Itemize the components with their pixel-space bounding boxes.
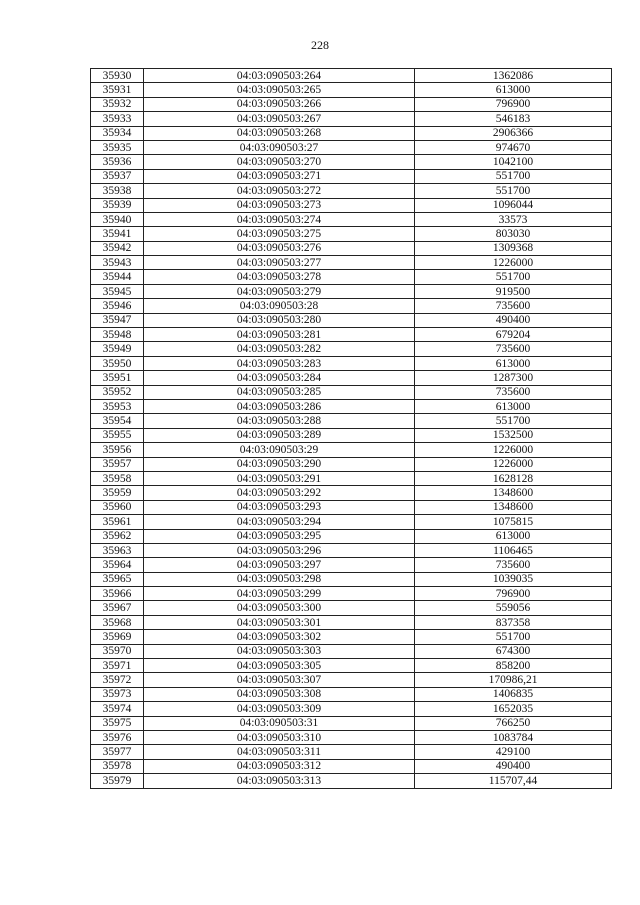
table-row [91,471,612,485]
row-number-cell: 35958 [91,471,144,485]
row-number-cell: 35976 [91,730,144,744]
value-cell: 679204 [415,328,612,342]
cadastral-number-cell: 04:03:090503:312 [144,759,415,773]
value-cell: 613000 [415,399,612,413]
table-row [91,198,612,212]
table-row [91,140,612,154]
row-number-cell: 35963 [91,543,144,557]
table-body [91,69,612,789]
cadastral-number-cell: 04:03:090503:282 [144,342,415,356]
value-cell: 1039035 [415,572,612,586]
value-cell: 115707,44 [415,774,612,788]
value-cell: 735600 [415,558,612,572]
value-cell: 170986,21 [415,673,612,687]
table-row [91,486,612,500]
table-row [91,184,612,198]
cadastral-number-cell: 04:03:090503:298 [144,572,415,586]
cadastral-number-cell: 04:03:090503:311 [144,745,415,759]
row-number-cell: 35940 [91,212,144,226]
row-number-cell: 35970 [91,644,144,658]
table-row [91,227,612,241]
cadastral-number-cell: 04:03:090503:289 [144,428,415,442]
value-cell: 919500 [415,284,612,298]
table-row [91,543,612,557]
value-cell: 837358 [415,615,612,629]
row-number-cell: 35959 [91,486,144,500]
value-cell: 551700 [415,184,612,198]
table-row [91,443,612,457]
cadastral-number-cell: 04:03:090503:29 [144,443,415,457]
row-number-cell: 35951 [91,371,144,385]
table-row [91,385,612,399]
cadastral-number-cell: 04:03:090503:284 [144,371,415,385]
cadastral-number-cell: 04:03:090503:268 [144,126,415,140]
value-cell: 796900 [415,587,612,601]
row-number-cell: 35974 [91,702,144,716]
row-number-cell: 35977 [91,745,144,759]
row-number-cell: 35965 [91,572,144,586]
row-number-cell: 35966 [91,587,144,601]
table-row [91,587,612,601]
table-row [91,428,612,442]
table-row [91,515,612,529]
cadastral-number-cell: 04:03:090503:273 [144,198,415,212]
table-row [91,97,612,111]
cadastral-number-cell: 04:03:090503:305 [144,659,415,673]
table-row [91,256,612,270]
row-number-cell: 35930 [91,69,144,83]
row-number-cell: 35947 [91,313,144,327]
value-cell: 803030 [415,227,612,241]
row-number-cell: 35956 [91,443,144,457]
table-row [91,155,612,169]
cadastral-number-cell: 04:03:090503:27 [144,140,415,154]
row-number-cell: 35972 [91,673,144,687]
table-row [91,500,612,514]
value-cell: 551700 [415,630,612,644]
cadastral-number-cell: 04:03:090503:270 [144,155,415,169]
table-row [91,673,612,687]
row-number-cell: 35957 [91,457,144,471]
cadastral-number-cell: 04:03:090503:286 [144,399,415,413]
cadastral-number-cell: 04:03:090503:294 [144,515,415,529]
table-row [91,414,612,428]
value-cell: 429100 [415,745,612,759]
table-row [91,212,612,226]
value-cell: 1309368 [415,241,612,255]
table-row [91,745,612,759]
table-row [91,630,612,644]
cadastral-number-cell: 04:03:090503:313 [144,774,415,788]
value-cell: 613000 [415,529,612,543]
value-cell: 766250 [415,716,612,730]
cadastral-number-cell: 04:03:090503:285 [144,385,415,399]
row-number-cell: 35978 [91,759,144,773]
value-cell: 2906366 [415,126,612,140]
cadastral-number-cell: 04:03:090503:272 [144,184,415,198]
cadastral-table [90,68,612,789]
row-number-cell: 35933 [91,112,144,126]
row-number-cell: 35973 [91,687,144,701]
table-row [91,759,612,773]
cadastral-number-cell: 04:03:090503:277 [144,256,415,270]
row-number-cell: 35932 [91,97,144,111]
value-cell: 490400 [415,313,612,327]
row-number-cell: 35944 [91,270,144,284]
cadastral-number-cell: 04:03:090503:293 [144,500,415,514]
table-row [91,774,612,788]
cadastral-number-cell: 04:03:090503:290 [144,457,415,471]
value-cell: 1226000 [415,443,612,457]
row-number-cell: 35941 [91,227,144,241]
table-row [91,169,612,183]
table-row [91,83,612,97]
cadastral-number-cell: 04:03:090503:307 [144,673,415,687]
cadastral-number-cell: 04:03:090503:302 [144,630,415,644]
cadastral-number-cell: 04:03:090503:299 [144,587,415,601]
cadastral-number-cell: 04:03:090503:303 [144,644,415,658]
cadastral-number-cell: 04:03:090503:281 [144,328,415,342]
value-cell: 735600 [415,299,612,313]
cadastral-number-cell: 04:03:090503:28 [144,299,415,313]
row-number-cell: 35955 [91,428,144,442]
table-row [91,371,612,385]
value-cell: 613000 [415,356,612,370]
value-cell: 33573 [415,212,612,226]
row-number-cell: 35939 [91,198,144,212]
row-number-cell: 35931 [91,83,144,97]
table-row [91,716,612,730]
value-cell: 490400 [415,759,612,773]
value-cell: 1106465 [415,543,612,557]
cadastral-number-cell: 04:03:090503:301 [144,615,415,629]
cadastral-number-cell: 04:03:090503:291 [144,471,415,485]
row-number-cell: 35950 [91,356,144,370]
table-row [91,356,612,370]
row-number-cell: 35952 [91,385,144,399]
row-number-cell: 35935 [91,140,144,154]
cadastral-number-cell: 04:03:090503:264 [144,69,415,83]
value-cell: 1628128 [415,471,612,485]
row-number-cell: 35954 [91,414,144,428]
cadastral-number-cell: 04:03:090503:31 [144,716,415,730]
row-number-cell: 35946 [91,299,144,313]
table-row [91,328,612,342]
row-number-cell: 35948 [91,328,144,342]
value-cell: 735600 [415,342,612,356]
table-row [91,601,612,615]
value-cell: 1532500 [415,428,612,442]
cadastral-number-cell: 04:03:090503:295 [144,529,415,543]
cadastral-table-container [90,68,611,789]
cadastral-number-cell: 04:03:090503:278 [144,270,415,284]
value-cell: 546183 [415,112,612,126]
value-cell: 1287300 [415,371,612,385]
value-cell: 1083784 [415,730,612,744]
value-cell: 1226000 [415,256,612,270]
value-cell: 1042100 [415,155,612,169]
value-cell: 1348600 [415,486,612,500]
row-number-cell: 35962 [91,529,144,543]
cadastral-number-cell: 04:03:090503:267 [144,112,415,126]
value-cell: 551700 [415,270,612,284]
table-row [91,126,612,140]
cadastral-number-cell: 04:03:090503:280 [144,313,415,327]
table-row [91,615,612,629]
table-row [91,112,612,126]
row-number-cell: 35975 [91,716,144,730]
value-cell: 974670 [415,140,612,154]
value-cell: 674300 [415,644,612,658]
table-row [91,313,612,327]
row-number-cell: 35937 [91,169,144,183]
cadastral-number-cell: 04:03:090503:296 [144,543,415,557]
value-cell: 613000 [415,83,612,97]
value-cell: 559056 [415,601,612,615]
cadastral-number-cell: 04:03:090503:310 [144,730,415,744]
cadastral-number-cell: 04:03:090503:275 [144,227,415,241]
table-row [91,299,612,313]
cadastral-number-cell: 04:03:090503:309 [144,702,415,716]
table-row [91,572,612,586]
table-row [91,69,612,83]
row-number-cell: 35936 [91,155,144,169]
value-cell: 1406835 [415,687,612,701]
row-number-cell: 35971 [91,659,144,673]
table-row [91,270,612,284]
table-row [91,284,612,298]
cadastral-number-cell: 04:03:090503:266 [144,97,415,111]
table-row [91,730,612,744]
cadastral-number-cell: 04:03:090503:283 [144,356,415,370]
cadastral-number-cell: 04:03:090503:265 [144,83,415,97]
row-number-cell: 35961 [91,515,144,529]
table-row [91,529,612,543]
cadastral-number-cell: 04:03:090503:274 [144,212,415,226]
row-number-cell: 35943 [91,256,144,270]
row-number-cell: 35964 [91,558,144,572]
value-cell: 796900 [415,97,612,111]
cadastral-number-cell: 04:03:090503:308 [144,687,415,701]
table-row [91,702,612,716]
table-row [91,241,612,255]
row-number-cell: 35949 [91,342,144,356]
row-number-cell: 35953 [91,399,144,413]
row-number-cell: 35942 [91,241,144,255]
table-row [91,457,612,471]
table-row [91,399,612,413]
value-cell: 551700 [415,414,612,428]
cadastral-number-cell: 04:03:090503:288 [144,414,415,428]
value-cell: 1226000 [415,457,612,471]
value-cell: 1652035 [415,702,612,716]
table-row [91,687,612,701]
value-cell: 1096044 [415,198,612,212]
row-number-cell: 35960 [91,500,144,514]
value-cell: 551700 [415,169,612,183]
value-cell: 1362086 [415,69,612,83]
row-number-cell: 35967 [91,601,144,615]
row-number-cell: 35945 [91,284,144,298]
table-row [91,558,612,572]
value-cell: 1075815 [415,515,612,529]
cadastral-number-cell: 04:03:090503:271 [144,169,415,183]
table-row [91,644,612,658]
row-number-cell: 35969 [91,630,144,644]
value-cell: 1348600 [415,500,612,514]
value-cell: 735600 [415,385,612,399]
cadastral-number-cell: 04:03:090503:297 [144,558,415,572]
cadastral-number-cell: 04:03:090503:279 [144,284,415,298]
page-number: 228 [311,38,329,52]
row-number-cell: 35938 [91,184,144,198]
table-row [91,342,612,356]
table-row [91,659,612,673]
cadastral-number-cell: 04:03:090503:292 [144,486,415,500]
row-number-cell: 35968 [91,615,144,629]
cadastral-number-cell: 04:03:090503:276 [144,241,415,255]
row-number-cell: 35934 [91,126,144,140]
value-cell: 858200 [415,659,612,673]
row-number-cell: 35979 [91,774,144,788]
cadastral-number-cell: 04:03:090503:300 [144,601,415,615]
